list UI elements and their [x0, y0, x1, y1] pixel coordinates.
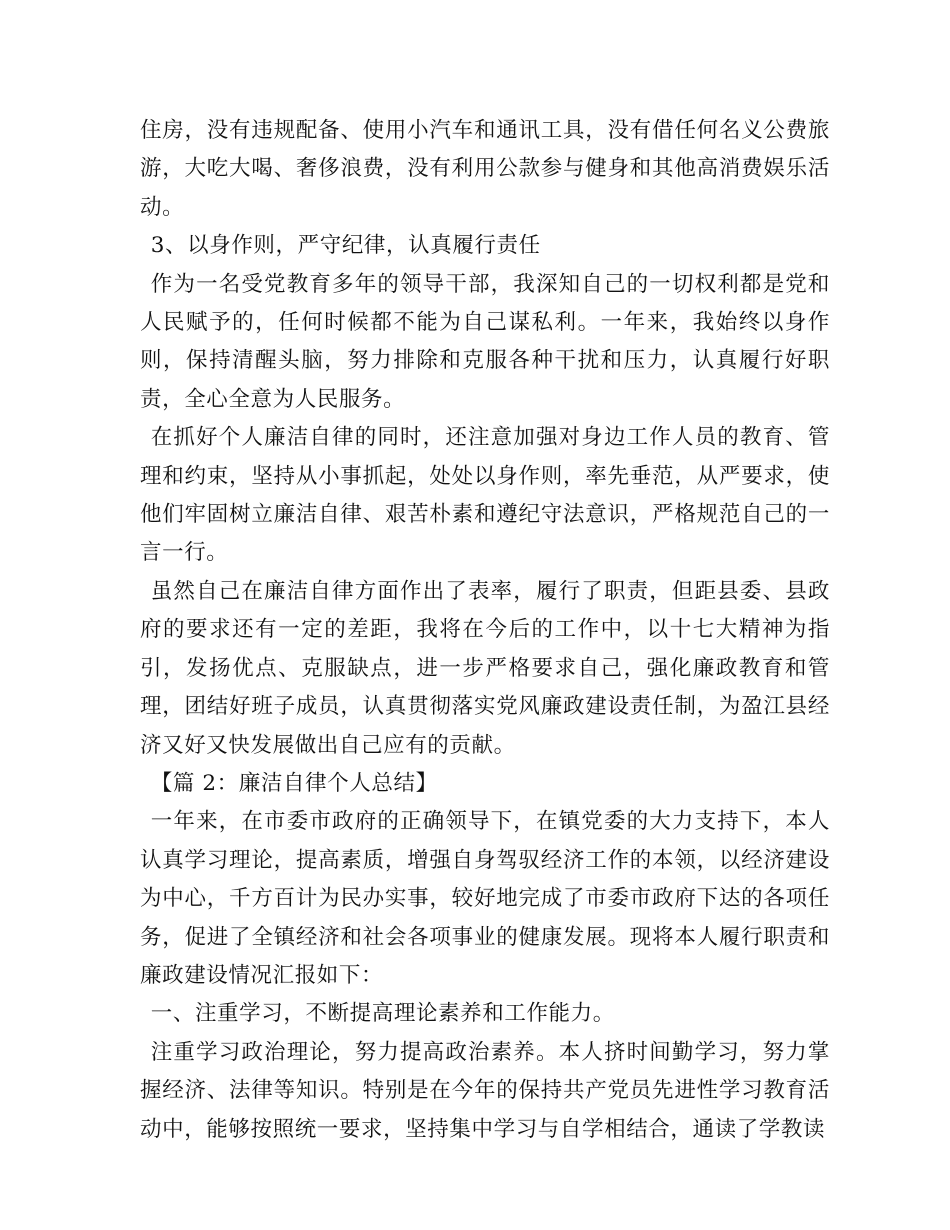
section-heading-1: 一、注重学习，不断提高理论素养和工作能力。 [150, 1001, 615, 1027]
document-page [140, 112, 830, 1149]
paragraph-9: 注重学习政治理论，努力提高政治素养。本人挤时间勤学习，努力掌握经济、法律等知识。特别是在今年的保持共产党员先进性学习教育活动中，能够按照统一要求，坚持集中学习与自学相结合，通读了学教读 [140, 1039, 830, 1142]
paragraph-5: 虽然自己在廉洁自律方面作出了表率，履行了职责，但距县委、县政府的要求还有一定的差距，我将在今后的工作中，以十七大精神为指引，发扬优点、克服缺点，进一步严格要求自己，强化廉政教育和管理，团结好班子成员，认真贯彻落实党风廉政建设责任制，为盈江县经济又好又快发展做出自己应有的贡献。 [140, 578, 830, 758]
paragraph-4: 在抓好个人廉洁自律的同时，还注意加强对身边工作人员的教育、管理和约束，坚持从小事抓起，处处以身作则，率先垂范，从严要求，使他们牢固树立廉洁自律、艰苦朴素和遵纪守法意识，严格规范自己的一言一行。 [140, 425, 830, 566]
paragraph-3: 作为一名受党教育多年的领导干部，我深知自己的一切权利都是党和人民赋予的，任何时候都不能为自己谋私利。一年来，我始终以身作则，保持清醒头脑，努力排除和克服各种干扰和压力，认真履行好职责，全心全意为人民服务。 [140, 271, 830, 412]
paragraph-7: 一年来，在市委市政府的正确领导下，在镇党委的大力支持下，本人认真学习理论，提高素质，增强自身驾驭经济工作的本领，以经济建设为中心，千方百计为民办实事，较好地完成了市委市政府下达的各项任务，促进了全镇经济和社会各项事业的健康发展。现将本人履行职责和廉政建设情况汇报如下： [140, 809, 830, 988]
section-heading-3: 3、以身作则，严守纪律，认真履行责任 [150, 233, 541, 259]
paragraph-1: 住房，没有违规配备、使用小汽车和通讯工具，没有借任何名义公费旅游，大吃大喝、奢侈浪费，没有利用公款参与健身和其他高消费娱乐活动。 [140, 118, 830, 220]
article-title-2: 【篇 2：廉洁自律个人总结】 [150, 770, 438, 796]
